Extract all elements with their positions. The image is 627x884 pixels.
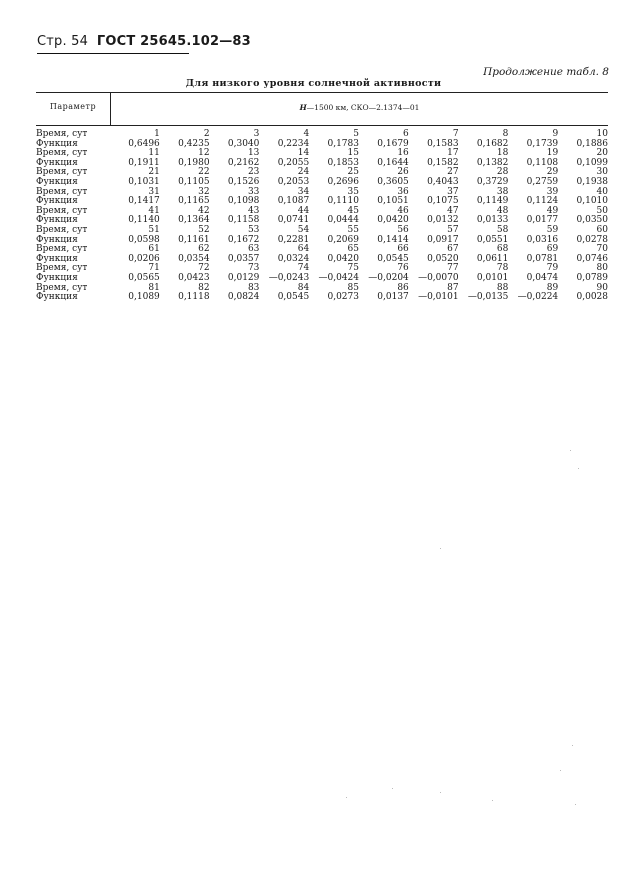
function-label: Функция bbox=[36, 234, 78, 245]
value-cell: —0,0224 bbox=[517, 292, 559, 303]
value-cell: 0,0206 bbox=[128, 253, 160, 264]
day-cell: 26 bbox=[397, 167, 409, 178]
day-cell: 57 bbox=[447, 224, 459, 235]
day-cell: 77 bbox=[447, 263, 459, 274]
day-cell: 72 bbox=[198, 263, 210, 274]
value-cell: 0,4043 bbox=[427, 176, 459, 187]
day-cell: 86 bbox=[397, 282, 409, 293]
time-row bbox=[36, 226, 608, 236]
scan-speck bbox=[572, 745, 573, 746]
time-row bbox=[36, 168, 608, 178]
day-cell: 1 bbox=[154, 129, 160, 139]
value-cell: 0,0129 bbox=[227, 272, 260, 283]
value-cell: 0,0354 bbox=[178, 253, 210, 264]
function-label: Функция bbox=[36, 272, 78, 283]
day-cell: 75 bbox=[347, 263, 359, 274]
value-cell: 0,4235 bbox=[178, 138, 210, 149]
value-cell: 0,1783 bbox=[327, 138, 359, 149]
value-cell: 0,0132 bbox=[427, 215, 459, 226]
value-cell: 0,0137 bbox=[377, 292, 409, 303]
day-cell: 42 bbox=[198, 205, 210, 216]
day-cell: 23 bbox=[247, 167, 260, 178]
scan-speck bbox=[575, 804, 576, 805]
day-cell: 11 bbox=[148, 148, 160, 159]
value-cell: 0,0101 bbox=[476, 272, 509, 283]
day-cell: 2 bbox=[203, 129, 210, 139]
day-cell: 45 bbox=[347, 205, 359, 216]
value-cell: 0,3605 bbox=[377, 176, 409, 187]
day-cell: 74 bbox=[297, 263, 310, 274]
condition-text: —1500 км, СКО—2.1374—01 bbox=[306, 103, 420, 112]
day-cell: 37 bbox=[447, 186, 459, 197]
day-cell: 71 bbox=[148, 263, 160, 274]
day-cell: 32 bbox=[198, 186, 210, 197]
day-cell: 48 bbox=[496, 205, 509, 216]
day-cell: 12 bbox=[198, 148, 210, 159]
time-row bbox=[36, 130, 608, 140]
value-cell: 0,0611 bbox=[476, 253, 509, 264]
value-cell: 0,1582 bbox=[427, 157, 459, 168]
value-cell: 0,1911 bbox=[128, 157, 160, 168]
day-cell: 7 bbox=[452, 129, 459, 139]
value-cell: 0,0420 bbox=[377, 215, 409, 226]
day-cell: 61 bbox=[148, 244, 160, 255]
day-cell: 33 bbox=[247, 186, 260, 197]
value-cell: 0,1087 bbox=[277, 196, 310, 207]
time-row bbox=[36, 188, 608, 198]
day-cell: 62 bbox=[198, 244, 210, 255]
day-cell: 60 bbox=[596, 224, 608, 235]
value-cell: 0,1098 bbox=[227, 196, 260, 207]
function-label: Функция bbox=[36, 292, 78, 303]
day-cell: 67 bbox=[447, 244, 459, 255]
time-label: Время, сут bbox=[36, 224, 88, 235]
function-label: Функция bbox=[36, 176, 78, 187]
value-cell: 0,2759 bbox=[526, 176, 559, 187]
value-cell: 0,2234 bbox=[277, 138, 310, 149]
function-row bbox=[36, 197, 608, 207]
day-cell: 5 bbox=[353, 129, 359, 139]
value-cell: 0,1124 bbox=[526, 196, 559, 207]
time-label: Время, сут bbox=[36, 129, 88, 139]
value-cell: 0,1672 bbox=[227, 234, 260, 245]
day-cell: 28 bbox=[496, 167, 509, 178]
value-cell: 0,0824 bbox=[227, 292, 260, 303]
value-cell: 0,2162 bbox=[227, 157, 260, 168]
day-cell: 3 bbox=[253, 129, 260, 139]
day-cell: 25 bbox=[347, 167, 359, 178]
day-cell: 66 bbox=[397, 244, 409, 255]
day-cell: 34 bbox=[297, 186, 310, 197]
value-cell: 0,1010 bbox=[576, 196, 608, 207]
value-cell: 0,3729 bbox=[476, 176, 509, 187]
scan-speck bbox=[440, 792, 441, 793]
value-cell: 0,0781 bbox=[526, 253, 559, 264]
value-cell: 0,0357 bbox=[227, 253, 260, 264]
day-cell: 13 bbox=[247, 148, 260, 159]
day-cell: 14 bbox=[297, 148, 310, 159]
day-cell: 68 bbox=[496, 244, 509, 255]
day-cell: 90 bbox=[596, 282, 608, 293]
page-number: Стр. 54 bbox=[37, 34, 89, 49]
value-cell: 0,0551 bbox=[476, 234, 509, 245]
function-row bbox=[36, 159, 608, 169]
day-cell: 40 bbox=[596, 186, 608, 197]
value-cell: 0,1938 bbox=[576, 176, 608, 187]
day-cell: 44 bbox=[297, 205, 310, 216]
value-cell: 0,1031 bbox=[128, 176, 160, 187]
condition-header bbox=[111, 103, 608, 112]
function-row bbox=[36, 236, 608, 246]
scan-speck bbox=[392, 788, 393, 789]
value-cell: 0,0278 bbox=[576, 234, 608, 245]
day-cell: 84 bbox=[297, 282, 310, 293]
value-cell: 0,0133 bbox=[476, 215, 509, 226]
day-cell: 82 bbox=[198, 282, 210, 293]
scan-speck bbox=[346, 797, 347, 798]
value-cell: 0,0350 bbox=[576, 215, 608, 226]
value-cell: 0,1526 bbox=[227, 176, 260, 187]
table-continuation-note: Продолжение табл. 8 bbox=[483, 66, 609, 78]
day-cell: 63 bbox=[247, 244, 260, 255]
value-cell: 0,0324 bbox=[277, 253, 310, 264]
day-cell: 53 bbox=[247, 224, 260, 235]
value-cell: 0,1679 bbox=[377, 138, 409, 149]
value-cell: 0,1161 bbox=[178, 234, 210, 245]
day-cell: 4 bbox=[303, 129, 310, 139]
time-row bbox=[36, 207, 608, 217]
function-label: Функция bbox=[36, 138, 78, 149]
standard-designation: ГОСТ 25645.102—83 bbox=[96, 34, 251, 49]
day-cell: 49 bbox=[546, 205, 559, 216]
value-cell: 0,0420 bbox=[327, 253, 359, 264]
scan-speck bbox=[492, 800, 493, 801]
value-cell: 0,1149 bbox=[476, 196, 509, 207]
value-cell: 0,0520 bbox=[427, 253, 459, 264]
value-cell: 0,1140 bbox=[128, 215, 160, 226]
day-cell: 29 bbox=[546, 167, 559, 178]
day-cell: 52 bbox=[198, 224, 210, 235]
value-cell: 0,1414 bbox=[377, 234, 409, 245]
day-cell: 31 bbox=[148, 186, 160, 197]
value-cell: 0,0028 bbox=[576, 292, 608, 303]
day-cell: 18 bbox=[496, 148, 509, 159]
value-cell: 0,0177 bbox=[526, 215, 559, 226]
scan-speck bbox=[440, 548, 441, 549]
time-row bbox=[36, 149, 608, 159]
day-cell: 89 bbox=[546, 282, 559, 293]
function-row bbox=[36, 293, 608, 303]
day-cell: 50 bbox=[596, 205, 608, 216]
day-cell: 43 bbox=[247, 205, 260, 216]
day-cell: 76 bbox=[397, 263, 409, 274]
value-cell: 0,1165 bbox=[178, 196, 210, 207]
day-cell: 85 bbox=[347, 282, 359, 293]
day-cell: 20 bbox=[596, 148, 608, 159]
day-cell: 78 bbox=[496, 263, 509, 274]
value-cell: —0,0204 bbox=[368, 272, 409, 283]
value-cell: 0,1644 bbox=[377, 157, 409, 168]
time-label: Время, сут bbox=[36, 282, 88, 293]
day-cell: 83 bbox=[247, 282, 260, 293]
day-cell: 16 bbox=[397, 148, 409, 159]
function-row bbox=[36, 140, 608, 150]
day-cell: 24 bbox=[297, 167, 310, 178]
header-rule bbox=[37, 53, 189, 54]
value-cell: 0,2696 bbox=[327, 176, 359, 187]
function-label: Функция bbox=[36, 253, 78, 264]
value-cell: 0,0565 bbox=[128, 272, 160, 283]
value-cell: 0,1382 bbox=[476, 157, 509, 168]
day-cell: 55 bbox=[347, 224, 359, 235]
time-label: Время, сут bbox=[36, 167, 88, 178]
day-cell: 81 bbox=[148, 282, 160, 293]
value-cell: 0,3040 bbox=[227, 138, 260, 149]
value-cell: 0,1682 bbox=[476, 138, 509, 149]
day-cell: 47 bbox=[447, 205, 459, 216]
scan-speck bbox=[578, 468, 579, 469]
scan-speck bbox=[570, 450, 571, 451]
day-cell: 51 bbox=[148, 224, 160, 235]
value-cell: 0,0789 bbox=[576, 272, 608, 283]
value-cell: —0,0101 bbox=[418, 292, 459, 303]
day-cell: 54 bbox=[297, 224, 310, 235]
value-cell: —0,0135 bbox=[467, 292, 509, 303]
value-cell: 0,2053 bbox=[277, 176, 310, 187]
day-cell: 35 bbox=[347, 186, 359, 197]
day-cell: 69 bbox=[546, 244, 559, 255]
value-cell: 0,6496 bbox=[128, 138, 160, 149]
value-cell: 0,2281 bbox=[277, 234, 310, 245]
day-cell: 9 bbox=[552, 129, 559, 139]
data-table bbox=[36, 130, 608, 303]
day-cell: 39 bbox=[546, 186, 559, 197]
param-column-header: Параметр bbox=[49, 102, 97, 111]
value-cell: 0,1110 bbox=[327, 196, 359, 207]
time-label: Время, сут bbox=[36, 205, 88, 216]
function-row bbox=[36, 216, 608, 226]
value-cell: 0,1075 bbox=[427, 196, 459, 207]
value-cell: 0,0598 bbox=[128, 234, 160, 245]
day-cell: 15 bbox=[347, 148, 359, 159]
condition-symbol: H bbox=[299, 103, 307, 112]
day-cell: 88 bbox=[496, 282, 509, 293]
time-label: Время, сут bbox=[36, 148, 88, 159]
day-cell: 87 bbox=[447, 282, 459, 293]
value-cell: 0,1105 bbox=[178, 176, 210, 187]
value-cell: 0,0423 bbox=[178, 272, 210, 283]
time-label: Время, сут bbox=[36, 263, 88, 274]
day-cell: 73 bbox=[247, 263, 260, 274]
day-cell: 21 bbox=[148, 167, 160, 178]
day-cell: 6 bbox=[403, 129, 409, 139]
value-cell: 0,1158 bbox=[227, 215, 260, 226]
day-cell: 27 bbox=[447, 167, 459, 178]
function-label: Функция bbox=[36, 157, 78, 168]
day-cell: 56 bbox=[397, 224, 409, 235]
day-cell: 70 bbox=[596, 244, 608, 255]
value-cell: —0,0243 bbox=[268, 272, 310, 283]
value-cell: 0,0273 bbox=[327, 292, 359, 303]
day-cell: 17 bbox=[447, 148, 459, 159]
value-cell: 0,1739 bbox=[526, 138, 559, 149]
day-cell: 19 bbox=[546, 148, 559, 159]
function-row bbox=[36, 178, 608, 188]
value-cell: 0,1051 bbox=[377, 196, 409, 207]
value-cell: 0,2069 bbox=[327, 234, 359, 245]
value-cell: 0,2055 bbox=[277, 157, 310, 168]
value-cell: 0,1583 bbox=[427, 138, 459, 149]
day-cell: 46 bbox=[397, 205, 409, 216]
value-cell: 0,1108 bbox=[526, 157, 559, 168]
function-row bbox=[36, 255, 608, 265]
value-cell: 0,1980 bbox=[178, 157, 210, 168]
day-cell: 64 bbox=[297, 244, 310, 255]
day-cell: 30 bbox=[596, 167, 608, 178]
value-cell: 0,1417 bbox=[128, 196, 160, 207]
day-cell: 79 bbox=[546, 263, 559, 274]
value-cell: —0,0424 bbox=[318, 272, 359, 283]
day-cell: 80 bbox=[596, 263, 608, 274]
time-label: Время, сут bbox=[36, 244, 88, 255]
value-cell: 0,1364 bbox=[178, 215, 210, 226]
day-cell: 65 bbox=[347, 244, 359, 255]
function-row bbox=[36, 274, 608, 284]
value-cell: 0,0545 bbox=[277, 292, 310, 303]
value-cell: 0,0741 bbox=[277, 215, 310, 226]
value-cell: —0,0070 bbox=[418, 272, 459, 283]
table-subtitle: Для низкого уровня солнечной активности bbox=[185, 78, 442, 89]
value-cell: 0,1089 bbox=[128, 292, 160, 303]
table-header bbox=[36, 92, 608, 126]
day-cell: 58 bbox=[496, 224, 509, 235]
day-cell: 10 bbox=[596, 129, 608, 139]
day-cell: 59 bbox=[546, 224, 559, 235]
function-label: Функция bbox=[36, 215, 78, 226]
value-cell: 0,0545 bbox=[377, 253, 409, 264]
value-cell: 0,0444 bbox=[327, 215, 359, 226]
time-row bbox=[36, 245, 608, 255]
day-cell: 8 bbox=[502, 129, 509, 139]
value-cell: 0,1853 bbox=[327, 157, 359, 168]
value-cell: 0,1118 bbox=[178, 292, 210, 303]
value-cell: 0,0316 bbox=[526, 234, 559, 245]
function-label: Функция bbox=[36, 196, 78, 207]
value-cell: 0,0746 bbox=[576, 253, 608, 264]
day-cell: 22 bbox=[198, 167, 210, 178]
time-label: Время, сут bbox=[36, 186, 88, 197]
running-header bbox=[37, 34, 251, 49]
value-cell: 0,1099 bbox=[576, 157, 608, 168]
value-cell: 0,0917 bbox=[427, 234, 459, 245]
scan-speck bbox=[560, 770, 561, 771]
day-cell: 36 bbox=[397, 186, 409, 197]
day-cell: 41 bbox=[148, 205, 160, 216]
day-cell: 38 bbox=[496, 186, 509, 197]
value-cell: 0,1886 bbox=[576, 138, 608, 149]
value-cell: 0,0474 bbox=[526, 272, 559, 283]
